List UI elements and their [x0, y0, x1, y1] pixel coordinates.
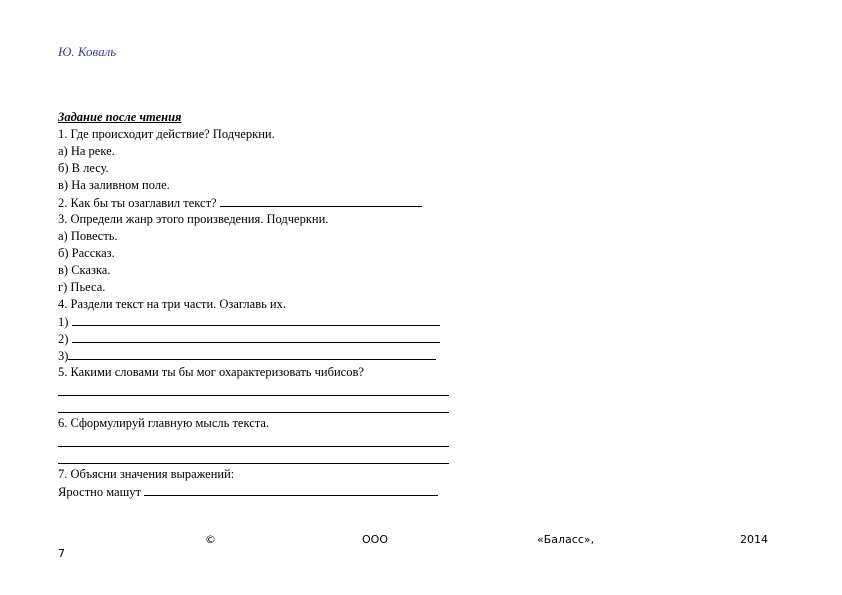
task-section: [58, 109, 478, 500]
question-1-option-c: в) На заливном поле.: [58, 178, 170, 192]
question-1: 1. Где происходит действие? Подчеркни.: [58, 127, 275, 141]
question-4-part-1-line: [72, 313, 440, 326]
question-4-part-2: [58, 330, 478, 347]
question-1-option-b: б) В лесу.: [58, 161, 109, 175]
question-4: 4. Раздели текст на три части. Озаглавь их.: [58, 297, 286, 311]
question-7-item-1: [58, 483, 478, 500]
question-5: 5. Какими словами ты бы мог охарактеризовать чибисов?: [58, 365, 364, 379]
question-2-answer-line: [220, 194, 422, 207]
question-7: 7. Объясни значения выражений:: [58, 467, 235, 481]
question-4-part-1-label: 1): [58, 315, 69, 329]
question-4-part-2-label: 2): [58, 332, 69, 346]
question-4-part-3: [58, 347, 478, 364]
question-3-option-a: а) Повесть.: [58, 229, 118, 243]
question-2: [58, 194, 478, 211]
footer-company-name: «Баласс»,: [537, 533, 595, 546]
question-1-option-a: а) На реке.: [58, 144, 115, 158]
task-heading: Задание после чтения: [58, 110, 182, 124]
question-4-part-3-label: 3): [58, 349, 69, 363]
question-3-option-c: в) Сказка.: [58, 263, 111, 277]
question-4-part-2-line: [72, 330, 440, 343]
author-name: Ю. Коваль: [58, 44, 117, 59]
page-number: 7: [58, 547, 65, 560]
question-3: 3. Определи жанр этого произведения. Подчеркни.: [58, 212, 329, 226]
question-4-part-3-line: [68, 347, 436, 360]
question-2-text: 2. Как бы ты озаглавил текст?: [58, 196, 217, 210]
question-6: 6. Сформулируй главную мысль текста.: [58, 416, 270, 430]
question-3-option-d: г) Пьеса.: [58, 280, 106, 294]
question-7-item-1-line: [144, 483, 438, 496]
footer-copyright: ©: [205, 533, 216, 546]
footer-year: 2014: [740, 533, 768, 546]
question-5-answer-line-2: [58, 398, 478, 415]
question-7-item-1-text: Яростно машут: [58, 485, 141, 499]
question-4-part-1: [58, 313, 478, 330]
footer-company-type: ООО: [362, 533, 388, 546]
question-6-answer-line-1: [58, 432, 478, 449]
question-5-answer-line-1: [58, 381, 478, 398]
question-6-answer-line-2: [58, 449, 478, 466]
question-3-option-b: б) Рассказ.: [58, 246, 115, 260]
